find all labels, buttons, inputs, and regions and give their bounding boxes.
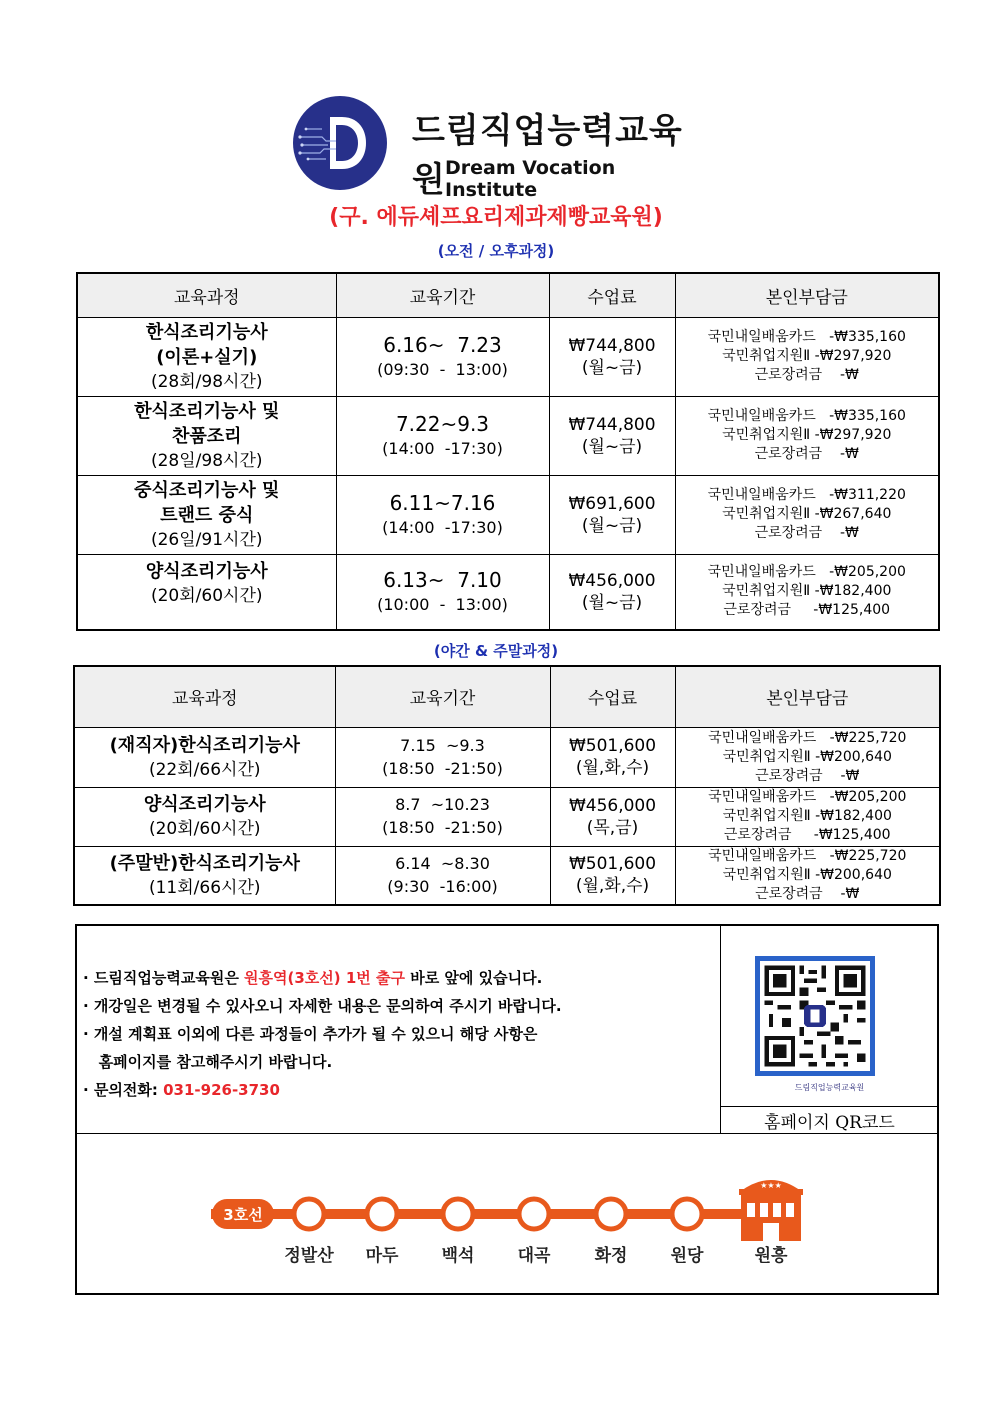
burden-card: 국민내일배움카드 -₩335,160: [707, 329, 906, 345]
table-header-row: [74, 666, 940, 727]
course-hours: (20회/60시간): [148, 819, 261, 839]
burden-employment: 국민취업지원Ⅱ -₩200,640: [722, 866, 892, 883]
course-name: (재직자)한식조리기능사: [109, 734, 300, 756]
course-subtitle: 트랜드 중식: [160, 504, 254, 526]
burden-employment: 국민취업지원Ⅱ -₩182,400: [722, 583, 892, 600]
station-dot: [367, 1199, 397, 1229]
col-header-period: 교육기간: [335, 666, 550, 727]
evening-schedule-table: [73, 665, 941, 906]
course-fee: ₩744,800: [568, 414, 656, 435]
station-dot: [596, 1199, 626, 1229]
course-days: (월~금): [581, 357, 643, 378]
institute-logo-icon: [292, 95, 388, 191]
col-header-burden: 본인부담금: [675, 273, 939, 317]
col-header-course: 교육과정: [74, 666, 335, 727]
station-dot: [294, 1199, 324, 1229]
course-hours: (20회/60시간): [150, 585, 263, 606]
phone-number[interactable]: 031-926-3730: [163, 1081, 280, 1099]
course-hours: (11회/66시간): [148, 877, 261, 898]
course-name: 한식조리기능사 및: [134, 400, 280, 422]
note-location: [83, 964, 562, 992]
note-schedule-change: · 개강일은 변경될 수 있사오니 자세한 내용은 문의하여 주시기 바랍니다.: [83, 997, 562, 1015]
course-fee: ₩501,600: [568, 854, 657, 875]
station-label: 백석: [441, 1246, 475, 1266]
course-hours: (28일/98시간): [150, 450, 263, 471]
table-row: [74, 846, 940, 905]
station-dot: [519, 1199, 549, 1229]
course-time: (18:50 -21:50): [382, 818, 503, 837]
note-text: · 문의전화:: [83, 1081, 164, 1099]
course-hours: (26일/91시간): [150, 529, 263, 550]
course-fee: ₩456,000: [568, 570, 656, 591]
course-days: (목,금): [586, 817, 639, 838]
course-period: 6.11~7.16: [389, 490, 496, 515]
course-name: 한식조리기능사: [145, 321, 268, 343]
course-time: (10:00 - 13:00): [377, 594, 508, 614]
station-label: 원당: [670, 1246, 704, 1266]
institute-building-icon: [739, 1180, 803, 1241]
course-days: (월,화,수): [575, 876, 650, 897]
course-name: (주말반)한식조리기능사: [109, 852, 300, 874]
station-dot: [672, 1199, 702, 1229]
qr-code-icon[interactable]: [755, 956, 875, 1076]
info-box: [75, 924, 939, 1295]
burden-employment: 국민취업지원Ⅱ -₩182,400: [722, 808, 892, 824]
org-name: 드림직업능력교육원: [412, 111, 683, 200]
course-days: (월~금): [581, 515, 643, 536]
table-row: [77, 317, 939, 396]
course-period: 7.22~9.3: [395, 411, 490, 436]
burden-card: 국민내일배움카드 -₩335,160: [707, 408, 906, 424]
note-text: · 드림직업능력교육원은: [83, 969, 245, 987]
daytime-heading: (오전 / 오후과정): [437, 242, 555, 260]
course-period: 6.16~ 7.23: [383, 332, 502, 357]
burden-card: 국민내일배움카드 -₩225,720: [708, 847, 907, 864]
station-label: 화정: [594, 1246, 628, 1266]
station-label: 대곡: [517, 1246, 551, 1266]
note-additional-courses: · 개설 계획표 이외에 다른 과정들이 추가가 될 수 있으니 해당 사항은: [83, 1025, 538, 1043]
course-days: (월~금): [581, 436, 643, 457]
course-fee: ₩744,800: [568, 335, 656, 356]
course-fee: ₩501,600: [568, 736, 657, 756]
table-header-row: [77, 273, 939, 317]
station-dot: [443, 1199, 473, 1229]
org-name-english: Dream Vocation Institute: [445, 157, 616, 201]
burden-card: 국민내일배움카드 -₩205,200: [708, 789, 907, 805]
notes-list: [83, 964, 562, 1104]
burden-incentive: 근로장려금 -₩: [754, 446, 859, 462]
course-period: 7.15 ~9.3: [400, 735, 485, 755]
table-row: [77, 475, 939, 554]
course-subtitle: 찬품조리: [171, 425, 242, 447]
col-header-course: 교육과정: [77, 273, 336, 317]
qr-title: 홈페이지 QR코드: [764, 1113, 895, 1133]
col-header-burden: 본인부담금: [675, 666, 940, 727]
course-days: (월,화,수): [575, 758, 650, 778]
course-hours: (28회/98시간): [150, 371, 263, 392]
qr-caption: 드림직업능력교육원: [794, 1083, 865, 1092]
line-label: 3호선: [223, 1206, 263, 1224]
burden-employment: 국민취업지원Ⅱ -₩297,920: [722, 348, 892, 364]
course-fee: ₩456,000: [568, 795, 657, 816]
course-name: 중식조리기능사 및: [134, 479, 280, 501]
course-fee: ₩691,600: [568, 493, 656, 514]
course-name: 양식조리기능사: [145, 560, 268, 582]
note-text: 바로 앞에 있습니다.: [405, 969, 543, 987]
burden-employment: 국민취업지원Ⅱ -₩200,640: [722, 748, 892, 765]
table-row: [77, 554, 939, 630]
divider: [720, 1106, 939, 1107]
note-contact: [83, 1076, 562, 1104]
course-time: (14:00 -17:30): [382, 517, 503, 537]
course-subtitle: (이론+실기): [156, 346, 258, 368]
table-row: [77, 396, 939, 475]
logo-block: [292, 95, 712, 201]
course-period: 6.14 ~8.30: [395, 853, 490, 873]
svg-text:★★★: ★★★: [760, 1181, 782, 1190]
col-header-period: 교육기간: [336, 273, 549, 317]
burden-incentive: 근로장려금 -₩: [755, 767, 860, 784]
table-row: [74, 727, 940, 787]
course-period: 8.7 ~10.23: [395, 795, 490, 814]
station-label: 원흥: [754, 1246, 788, 1266]
course-hours: (22회/66시간): [148, 759, 261, 780]
divider: [720, 926, 721, 1133]
note-homepage: 홈페이지를 참고해주시기 바랍니다.: [83, 1053, 333, 1071]
course-time: (18:50 -21:50): [382, 758, 503, 778]
course-time: (09:30 - 13:00): [377, 359, 508, 379]
burden-incentive: 근로장려금 -₩: [755, 885, 860, 902]
course-days: (월~금): [581, 592, 643, 613]
evening-weekend-heading: (야간 & 주말과정): [433, 642, 559, 660]
burden-employment: 국민취업지원Ⅱ -₩267,640: [722, 506, 892, 522]
burden-employment: 국민취업지원Ⅱ -₩297,920: [722, 427, 892, 443]
burden-incentive: 근로장려금 -₩: [754, 367, 859, 383]
course-time: (14:00 -17:30): [382, 438, 503, 458]
burden-card: 국민내일배움카드 -₩225,720: [708, 729, 907, 746]
station-label: 마두: [365, 1246, 399, 1266]
course-time: (9:30 -16:00): [387, 876, 498, 896]
burden-incentive: 근로장려금 -₩: [754, 525, 859, 541]
burden-incentive: 근로장려금 -₩125,400: [723, 602, 891, 619]
col-header-fee: 수업료: [550, 666, 675, 727]
subway-map: [77, 1133, 939, 1295]
burden-card: 국민내일배움카드 -₩311,220: [707, 487, 906, 503]
course-name: 양식조리기능사: [143, 794, 266, 815]
burden-card: 국민내일배움카드 -₩205,200: [707, 564, 906, 581]
burden-incentive: 근로장려금 -₩125,400: [723, 827, 891, 843]
station-exit-highlight: 원흥역(3호선) 1번 출구: [244, 969, 405, 987]
daytime-schedule-table: [76, 272, 940, 631]
table-row: [74, 787, 940, 846]
station-label: 정발산: [284, 1246, 334, 1266]
col-header-fee: 수업료: [549, 273, 675, 317]
course-period: 6.13~ 7.10: [383, 567, 502, 592]
former-name: (구. 에듀셰프요리제과제빵교육원): [329, 205, 663, 230]
